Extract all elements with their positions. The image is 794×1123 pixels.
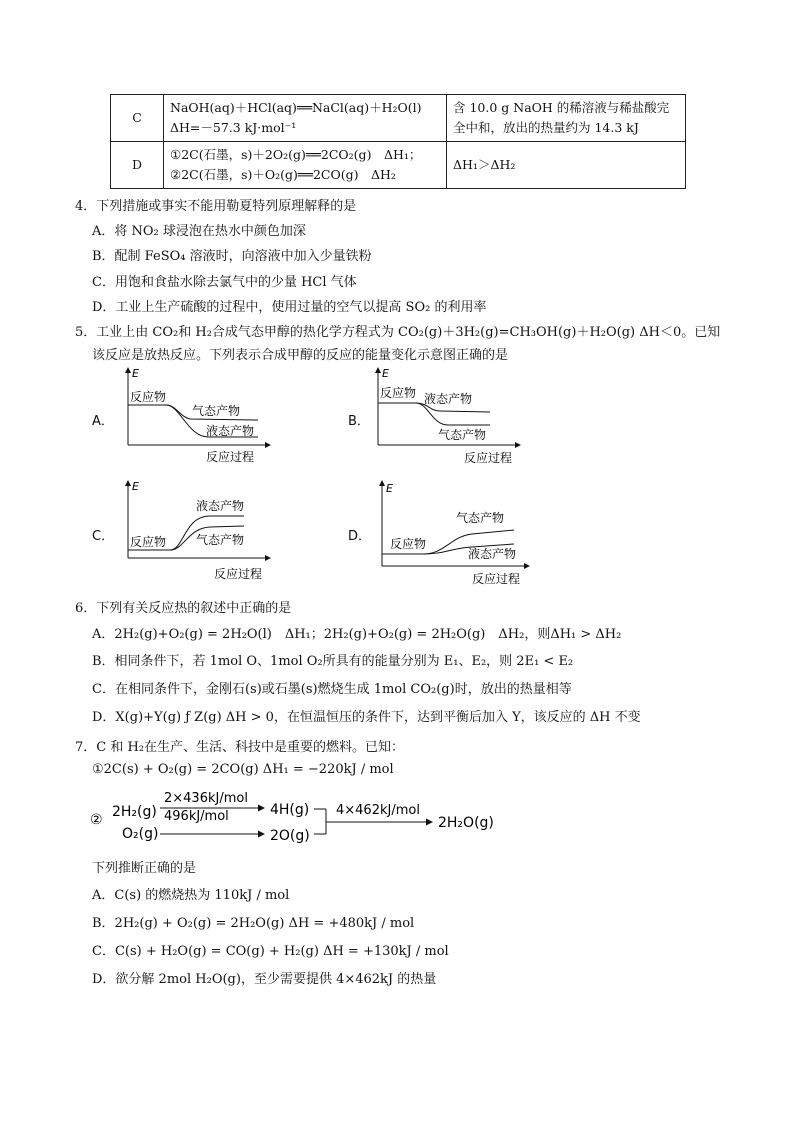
- q6-option-a: A．2H₂(g)+O₂(g) = 2H₂O(l) ΔH₁；2H₂(g)+O₂(g) = 2H₂O(g) ΔH₂，则ΔH₁ > ΔH₂: [92, 627, 622, 642]
- axis-e-label: E: [132, 480, 139, 493]
- e436-label: 2×436kJ/mol: [164, 791, 248, 806]
- axis-e-label: E: [386, 482, 393, 495]
- x-axis-label: 反应过程: [206, 450, 255, 464]
- row-note: [447, 142, 686, 189]
- q7-option-a: A．C(s) 的燃烧热为 110kJ / mol: [92, 888, 290, 903]
- answer-table: [110, 94, 686, 189]
- diagram-b-label: B．: [348, 414, 370, 429]
- row-equation: [164, 95, 447, 142]
- e496-label: 496kJ/mol: [164, 809, 229, 824]
- o-atom-label: 2O(g): [270, 828, 310, 844]
- product-label: 2H₂O(g): [438, 815, 494, 831]
- liquid-label: 液态产物: [206, 424, 255, 438]
- h2-label: 2H₂(g): [112, 804, 157, 820]
- q4-option-d: D．工业上生产硫酸的过程中，使用过量的空气以提高 SO₂ 的利用率: [92, 300, 487, 315]
- gas-label: 气态产物: [192, 404, 241, 418]
- eq-line: ②2C(石墨，s)＋O₂(g)══2CO(g) ΔH₂: [170, 167, 396, 182]
- row-label: C: [111, 95, 164, 142]
- q7-option-c: C．C(s) + H₂O(g) = CO(g) + H₂(g) ΔH = +130kJ / mol: [92, 944, 449, 959]
- q7-option-d: D．欲分解 2mol H₂O(g)，至少需要提供 4×462kJ 的热量: [92, 972, 437, 987]
- reactant-label: 反应物: [390, 537, 427, 551]
- q6-option-d: D．X(g)+Y(g) ƒ Z(g) ΔH > 0，在恒温恒压的条件下，达到平衡后加入 Y，该反应的 ΔH 不变: [92, 710, 641, 725]
- gas-label: 气态产物: [196, 533, 245, 547]
- eq-line: ①2C(石墨，s)＋2O₂(g)══2CO₂(g) ΔH₁；: [170, 147, 422, 162]
- liquid-label: 液态产物: [196, 499, 245, 513]
- note-line: 含 10.0 g NaOH 的稀溶液与稀盐酸完: [453, 100, 670, 115]
- diagram-b: [368, 365, 528, 465]
- q7-option-b: B．2H₂(g) + O₂(g) = 2H₂O(g) ΔH = +480kJ / mol: [92, 916, 415, 931]
- x-axis-label: 反应过程: [214, 567, 263, 581]
- table-row: [111, 95, 686, 142]
- gas-label: 气态产物: [438, 428, 487, 442]
- q4-option-c: C．用饱和食盐水除去氯气中的少量 HCl 气体: [92, 275, 357, 290]
- circled-2: ②: [90, 812, 103, 828]
- q4-option-b: B．配制 FeSO₄ 溶液时，向溶液中加入少量铁粉: [92, 249, 372, 264]
- axis-e-label: E: [382, 367, 389, 380]
- axis-e-label: E: [132, 367, 139, 380]
- q5-stem-line1: 5．工业上由 CO₂和 H₂合成气态甲醇的热化学方程式为 CO₂(g)＋3H₂(g)=CH₃OH(g)＋H₂O(g) ΔH＜0。已知: [75, 325, 721, 340]
- q7-eq1: ①2C(s) + O₂(g) = 2CO(g) ΔH₁ = −220kJ / mol: [92, 762, 394, 777]
- liquid-label: 液态产物: [424, 392, 473, 406]
- diagram-c-label: C．: [92, 529, 115, 544]
- q4-stem: 4．下列措施或事实不能用勒夏特列原理解释的是: [75, 199, 357, 214]
- note-line: 全中和，放出的热量约为 14.3 kJ: [453, 120, 639, 135]
- e462-label: 4×462kJ/mol: [336, 803, 420, 818]
- gas-label: 气态产物: [456, 511, 505, 525]
- x-axis-label: 反应过程: [464, 451, 513, 465]
- row-note: [447, 95, 686, 142]
- gas-curve: [378, 403, 490, 425]
- eq-line: ΔH=－57.3 kJ·mol⁻¹: [170, 120, 297, 135]
- q5-stem-line2: 该反应是放热反应。下列表示合成甲醇的反应的能量变化示意图正确的是: [92, 348, 509, 363]
- h-atom-label: 4H(g): [270, 802, 310, 818]
- row-equation: [164, 142, 447, 189]
- q7-ask: 下列推断正确的是: [92, 861, 197, 876]
- q6-option-c: C．在相同条件下，金刚石(s)或石墨(s)燃烧生成 1mol CO₂(g)时，放出的热量相等: [92, 682, 572, 697]
- note-line: ΔH₁＞ΔH₂: [453, 157, 516, 172]
- row-label: D: [111, 142, 164, 189]
- eq-line: NaOH(aq)＋HCl(aq)══NaCl(aq)＋H₂O(l): [170, 100, 422, 115]
- liquid-label: 液态产物: [468, 547, 517, 561]
- table-row: [111, 142, 686, 189]
- diagram-a-label: A．: [92, 414, 114, 429]
- reactant-label: 反应物: [380, 386, 417, 400]
- diagram-d: [372, 478, 537, 588]
- reactant-label: 反应物: [130, 390, 167, 404]
- q6-stem: 6．下列有关反应热的叙述中正确的是: [75, 601, 292, 616]
- reactant-label: 反应物: [130, 535, 167, 549]
- q6-option-b: B．相同条件下，若 1mol O、1mol O₂所具有的能量分别为 E₁、E₂，则 2E₁ < E₂: [92, 654, 574, 669]
- diagram-a: [118, 365, 278, 465]
- q7-stem: 7．C 和 H₂在生产、生活、科技中是重要的燃料。已知：: [75, 740, 405, 755]
- q7-bond-energy-diagram: [88, 786, 518, 846]
- diagram-d-label: D．: [348, 529, 372, 544]
- x-axis-label: 反应过程: [472, 572, 521, 586]
- o2-label: O₂(g): [122, 826, 159, 842]
- q4-option-a: A．将 NO₂ 球浸泡在热水中颜色加深: [92, 224, 306, 239]
- diagram-c: [118, 478, 278, 583]
